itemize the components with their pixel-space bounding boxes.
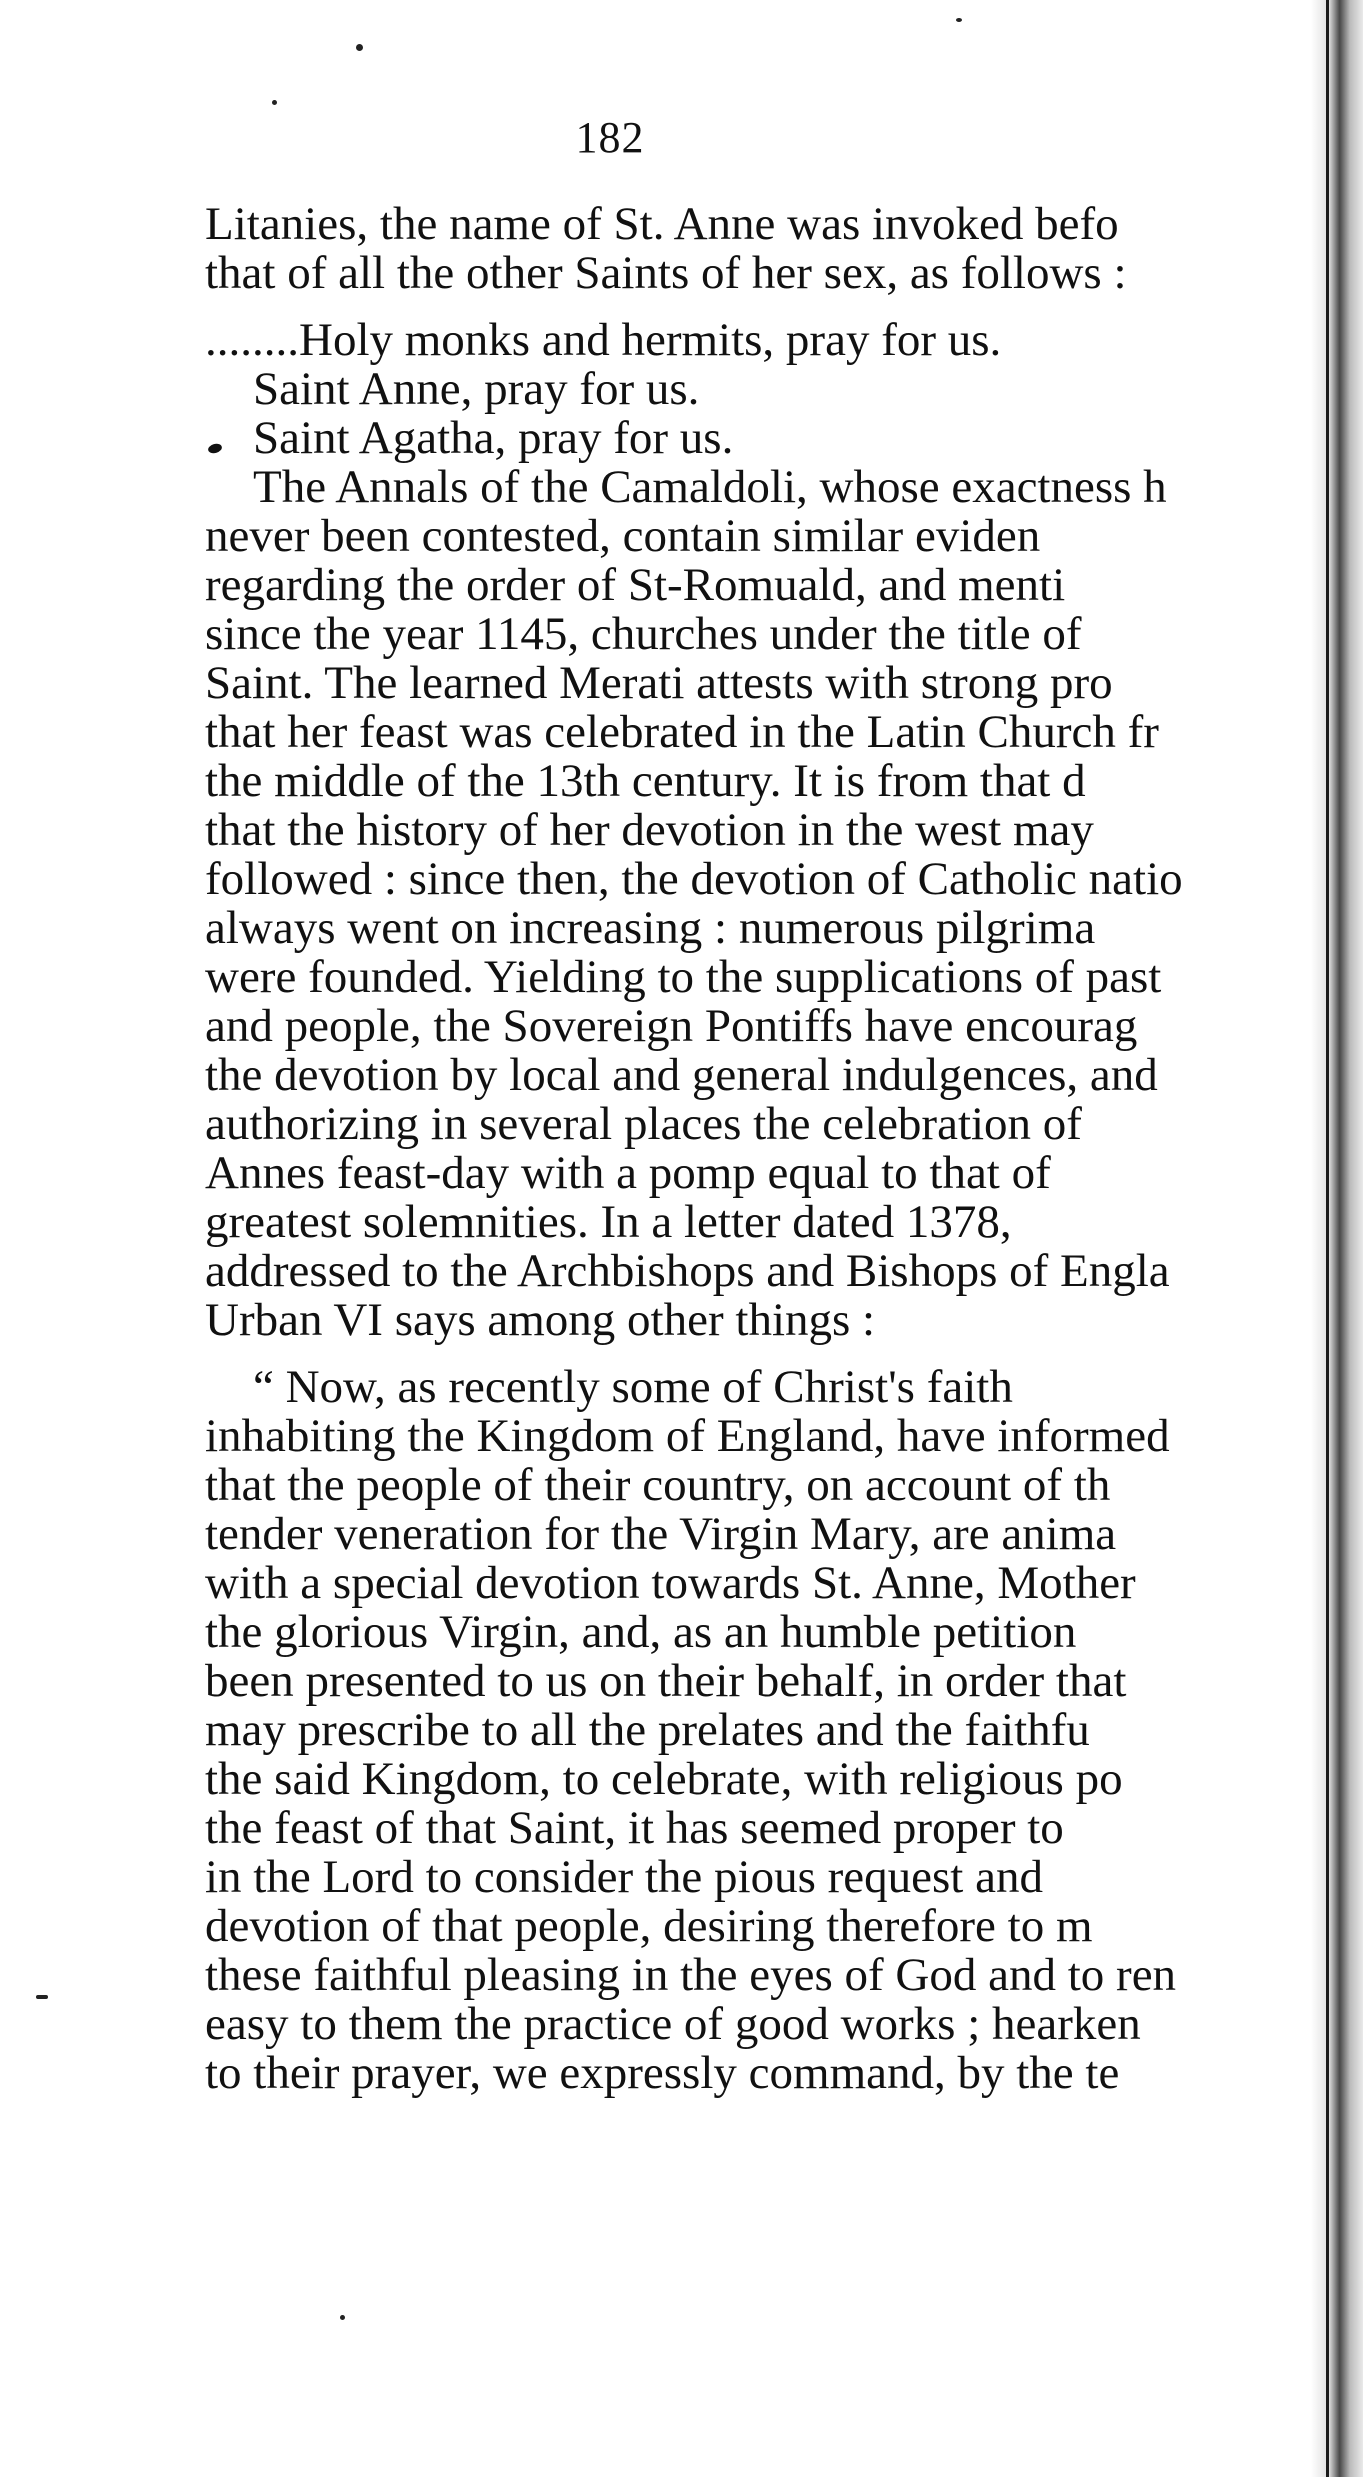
text-line: the devotion by local and general indulgences, and — [205, 1051, 1158, 1100]
text-line: inhabiting the Kingdom of England, have informed — [205, 1412, 1170, 1461]
text-line: the feast of that Saint, it has seemed proper to — [205, 1804, 1064, 1853]
text-line: in the Lord to consider the pious request and — [205, 1853, 1043, 1902]
text-line: authorizing in several places the celebration of — [205, 1100, 1082, 1149]
text-line: and people, the Sovereign Pontiffs have encourag — [205, 1002, 1138, 1051]
text-line: that the people of their country, on account of th — [205, 1461, 1111, 1510]
paper-speck — [272, 100, 277, 105]
text-line: were founded. Yielding to the supplications of past — [205, 953, 1162, 1002]
text-line: with a special devotion towards St. Anne, Mother — [205, 1559, 1136, 1608]
page-number: 182 — [575, 113, 645, 162]
text-line: Saint Anne, pray for us. — [253, 365, 700, 414]
text-line: may prescribe to all the prelates and the faithfu — [205, 1706, 1090, 1755]
text-line: greatest solemnities. In a letter dated 1378, — [205, 1198, 1012, 1247]
text-line: Annes feast-day with a pomp equal to that of — [205, 1149, 1051, 1198]
text-line: Litanies, the name of St. Anne was invoked befo — [205, 200, 1119, 249]
text-line: to their prayer, we expressly command, by the te — [205, 2049, 1120, 2098]
body-text — [205, 200, 1330, 2230]
binding-gutter — [1311, 0, 1363, 2477]
paper-speck — [36, 1995, 48, 1999]
text-line: Saint Agatha, pray for us. — [253, 414, 734, 463]
text-line: always went on increasing : numerous pilgrima — [205, 904, 1096, 953]
text-line: never been contested, contain similar eviden — [205, 512, 1041, 561]
text-line: regarding the order of St-Romuald, and menti — [205, 561, 1066, 610]
text-line: that her feast was celebrated in the Latin Church fr — [205, 708, 1159, 757]
text-line: addressed to the Archbishops and Bishops of Engla — [205, 1247, 1170, 1296]
binding-edge-line — [1326, 0, 1329, 2477]
text-line: these faithful pleasing in the eyes of God and to ren — [205, 1951, 1177, 2000]
text-line: followed : since then, the devotion of Catholic natio — [205, 855, 1183, 904]
text-line: ........Holy monks and hermits, pray for us. — [205, 316, 1002, 365]
text-line: that the history of her devotion in the west may — [205, 806, 1094, 855]
text-line: tender veneration for the Virgin Mary, are anima — [205, 1510, 1117, 1559]
text-line: the middle of the 13th century. It is from that d — [205, 757, 1086, 806]
text-line: “ Now, as recently some of Christ's faith — [253, 1363, 1013, 1412]
text-line: Urban VI says among other things : — [205, 1296, 876, 1345]
text-line: easy to them the practice of good works ; hearken — [205, 2000, 1141, 2049]
text-line: the glorious Virgin, and, as an humble petition — [205, 1608, 1077, 1657]
text-line: devotion of that people, desiring therefore to m — [205, 1902, 1093, 1951]
text-line: the said Kingdom, to celebrate, with religious po — [205, 1755, 1123, 1804]
text-line: The Annals of the Camaldoli, whose exactness h — [253, 463, 1167, 512]
text-line: since the year 1145, churches under the title of — [205, 610, 1082, 659]
text-line: that of all the other Saints of her sex, as follows : — [205, 249, 1127, 298]
text-line: been presented to us on their behalf, in order that — [205, 1657, 1127, 1706]
paper-speck — [956, 18, 962, 22]
paper-speck — [356, 44, 363, 51]
paper-speck — [340, 2315, 345, 2320]
text-line: Saint. The learned Merati attests with strong pro — [205, 659, 1113, 708]
